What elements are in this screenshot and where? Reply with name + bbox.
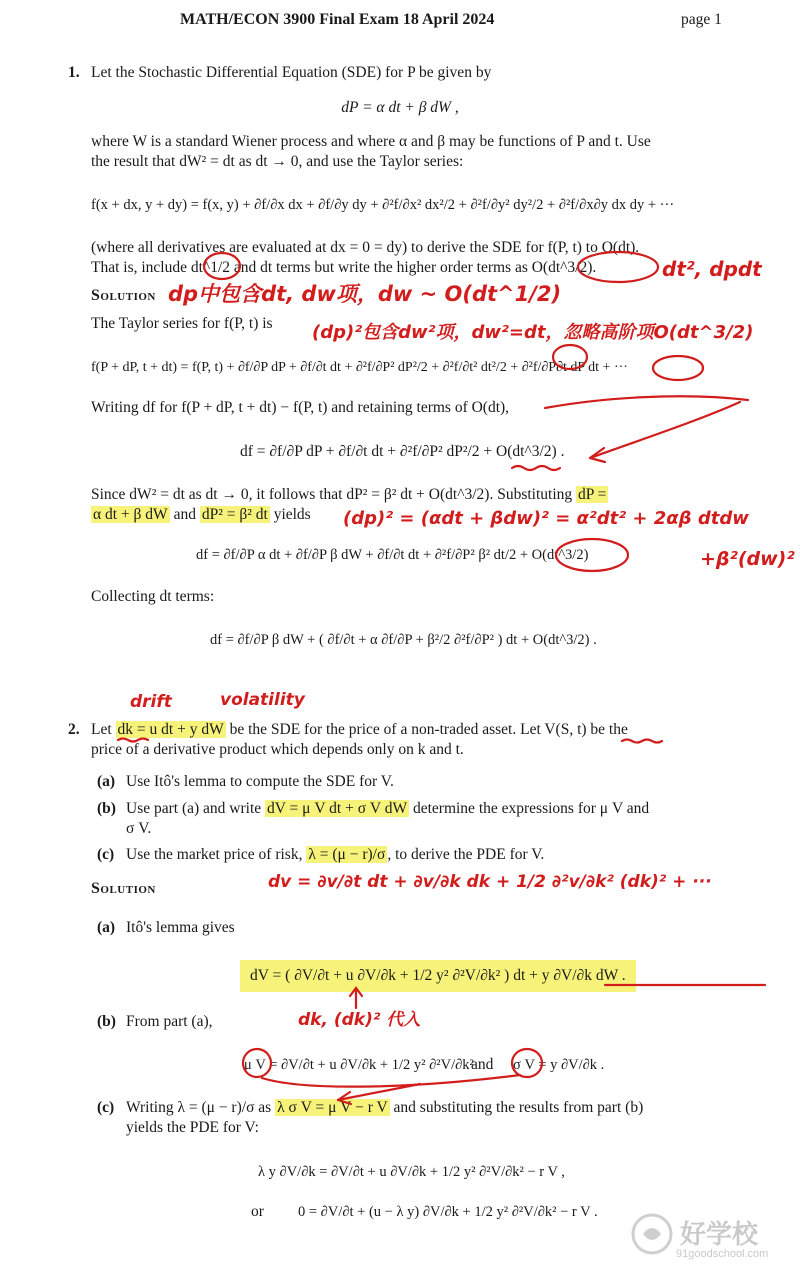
q1-line1: Let the Stochastic Differential Equation (SDE) for P be given by (91, 64, 492, 81)
circle-sigma-v (512, 1049, 542, 1077)
q1-hl-alpha-dt: α dt + β dW (93, 506, 168, 523)
annotation-beta2-dw2: +β²(dw)² (700, 548, 795, 570)
arrow-up-u (350, 988, 362, 1008)
q1-and: and (173, 506, 196, 523)
q2-hl-lambda-sigma: λ σ V = μ V − r V (277, 1099, 388, 1116)
arrow-to-o (590, 402, 740, 458)
q2-sa-label: (a) (97, 919, 116, 936)
q1-eq-df1: df = ∂f/∂P dP + ∂f/∂t dt + ∂²f/∂P² dP²/2 + O(dt^3/2) . (240, 443, 565, 460)
q2-sb-text: From part (a), (126, 1013, 213, 1030)
q1-eq-taylor-p: f(P + dP, t + dt) = f(P, t) + ∂f/∂P dP + ∂f/∂t dt + ∂²f/∂P² dP²/2 + ∂²f/∂t² dt²/2 + ∂²f/∂P∂t dP dt + ··· (91, 360, 628, 375)
underline-retain (545, 396, 748, 408)
annotation-dv-expansion: dv = ∂v/∂t dt + ∂v/∂k dk + 1/2 ∂²v/∂k² (dk)² + ··· (268, 872, 712, 892)
watermark-logo-icon (630, 1212, 674, 1256)
q1-line2: where W is a standard Wiener process and where α and β may be functions of P and t. Use (91, 133, 651, 150)
annotation-drift: drift (130, 692, 172, 712)
q1-line4: (where all derivatives are evaluated at dx = 0 = dy) to derive the SDE for f(P, t) to O(dt). (91, 239, 640, 256)
q2-b-label: (b) (97, 800, 116, 817)
q1-sol-line4: Collecting dt terms: (91, 588, 215, 605)
q1-sol-line1: The Taylor series for f(P, t) is (91, 315, 273, 332)
page-number: page 1 (681, 11, 722, 28)
circle-mu-v (243, 1049, 271, 1077)
q2-sc-text3: yields the PDE for V: (126, 1119, 259, 1136)
annotation-dp2-expansion: (dp)² = (αdt + βdw)² = α²dt² + 2αβ dtdw (343, 508, 749, 529)
q2-eq-or: or (251, 1203, 264, 1220)
circle-o-dt32-2 (556, 539, 628, 571)
q1-sol-line2: Writing df for f(P + dP, t + dt) − f(P, t) and retaining terms of O(dt), (91, 399, 510, 416)
annotation-dt2-dpdt: dt², dpdt (662, 257, 762, 281)
q2-b-text1: Use part (a) and write (126, 800, 262, 817)
squiggle-o (512, 466, 560, 470)
q2-number: 2. (68, 721, 80, 738)
q2-sb-label: (b) (97, 1013, 116, 1030)
q2-a-label: (a) (97, 773, 116, 790)
q2-sc-label: (c) (97, 1099, 115, 1116)
cross-line (262, 1075, 520, 1087)
q2-eq-and: and (471, 1056, 494, 1073)
annotation-volatility: volatility (220, 690, 305, 710)
q1-sol-line3a: Since dW² = dt as dt → 0, it follows that dP² = β² dt + O(dt^3/2). Substituting (91, 486, 573, 503)
annotation-dp-contains: dp中包含dt, dw项，dw ~ O(dt^1/2) (168, 282, 562, 306)
q2-line1b: be the SDE for the price of a non-traded asset. Let V(S, t) be the (229, 721, 628, 738)
q1-hl-dp2: dP² = β² dt (201, 506, 268, 523)
q1-eq-sde: dP = α dt + β dW , (341, 99, 459, 116)
annotation-dp2-contains: (dp)²包含dw²项，dw²=dt，忽略高阶项O(dt^3/2) (312, 322, 754, 343)
q1-solution-label: Solution (91, 287, 156, 304)
q2-sc-text2: and substituting the results from part (b) (393, 1099, 644, 1116)
q1-eq-df3: df = ∂f/∂P β dW + ( ∂f/∂t + α ∂f/∂P + β²/2 ∂²f/∂P² ) dt + O(dt^3/2) . (210, 632, 597, 648)
squiggle-dk (118, 739, 148, 742)
circle-dp-dt (653, 356, 703, 380)
q1-yields: yields (273, 506, 311, 523)
watermark-brand: 好学校 (680, 1219, 759, 1249)
squiggle-v (622, 740, 662, 743)
annotation-substitute: dk, (dk)² 代入 (298, 1010, 421, 1030)
q2-line2: price of a derivative product which depends only on k and t. (91, 741, 464, 758)
q2-hl-dk: dk = u dt + y dW (117, 721, 224, 738)
q2-hl-dv: dV = μ V dt + σ V dW (267, 800, 408, 817)
q2-sa-text: Itô's lemma gives (126, 919, 235, 936)
circle-o-dt32 (578, 252, 658, 282)
q1-eq-taylor: f(x + dx, y + dy) = f(x, y) + ∂f/∂x dx + ∂f/∂y dy + ∂²f/∂x² dx²/2 + ∂²f/∂y² dy²/2 + ∂²f/∂x∂y dx dy + ··· (91, 197, 675, 213)
q1-eq-df2: df = ∂f/∂P α dt + ∂f/∂P β dW + ∂f/∂t dt + ∂²f/∂P² β² dt/2 + O(dt^3/2) (196, 547, 589, 563)
q2-b-text2: determine the expressions for μ V and (412, 800, 650, 817)
q2-eq-pde2: 0 = ∂V/∂t + (u − λ y) ∂V/∂k + 1/2 y² ∂²V/∂k² − r V . (298, 1204, 598, 1220)
q2-line1a: Let (91, 721, 112, 738)
circle-dt-half (204, 253, 240, 279)
q2-hl-lambda: λ = (μ − r)/σ (308, 846, 386, 863)
exam-title: MATH/ECON 3900 Final Exam 18 April 2024 (180, 11, 495, 28)
q2-a-text: Use Itô's lemma to compute the SDE for V. (126, 773, 394, 790)
q1-line3: the result that dW² = dt as dt → 0, and use the Taylor series: (91, 153, 464, 170)
q2-solution-label: Solution (91, 880, 156, 897)
q2-sc-text1: Writing λ = (μ − r)/σ as (126, 1099, 272, 1116)
watermark-url: 91goodschool.com (676, 1248, 769, 1260)
q1-line5: That is, include dt^1/2 and dt terms but write the higher order terms as O(dt^3/2). (91, 259, 597, 276)
q2-c-text2: , to derive the PDE for V. (387, 846, 545, 863)
q2-eq-mu: μ V = ∂V/∂t + u ∂V/∂k + 1/2 y² ∂²V/∂k² (244, 1057, 474, 1073)
q2-eq-ito: dV = ( ∂V/∂t + u ∂V/∂k + 1/2 y² ∂²V/∂k² ) dt + y ∂V/∂k dW . (240, 960, 636, 992)
q1-number: 1. (68, 64, 80, 81)
q2-c-label: (c) (97, 846, 115, 863)
circle-dt2 (553, 345, 587, 369)
q2-b-text3: σ V. (126, 820, 152, 837)
q2-eq-sigma: σ V = y ∂V/∂k . (513, 1057, 605, 1073)
q2-c-text1: Use the market price of risk, (126, 846, 303, 863)
q1-hl-dp: dP = (578, 486, 607, 503)
q2-eq-pde1: λ y ∂V/∂k = ∂V/∂t + u ∂V/∂k + 1/2 y² ∂²V/∂k² − r V , (258, 1164, 565, 1180)
